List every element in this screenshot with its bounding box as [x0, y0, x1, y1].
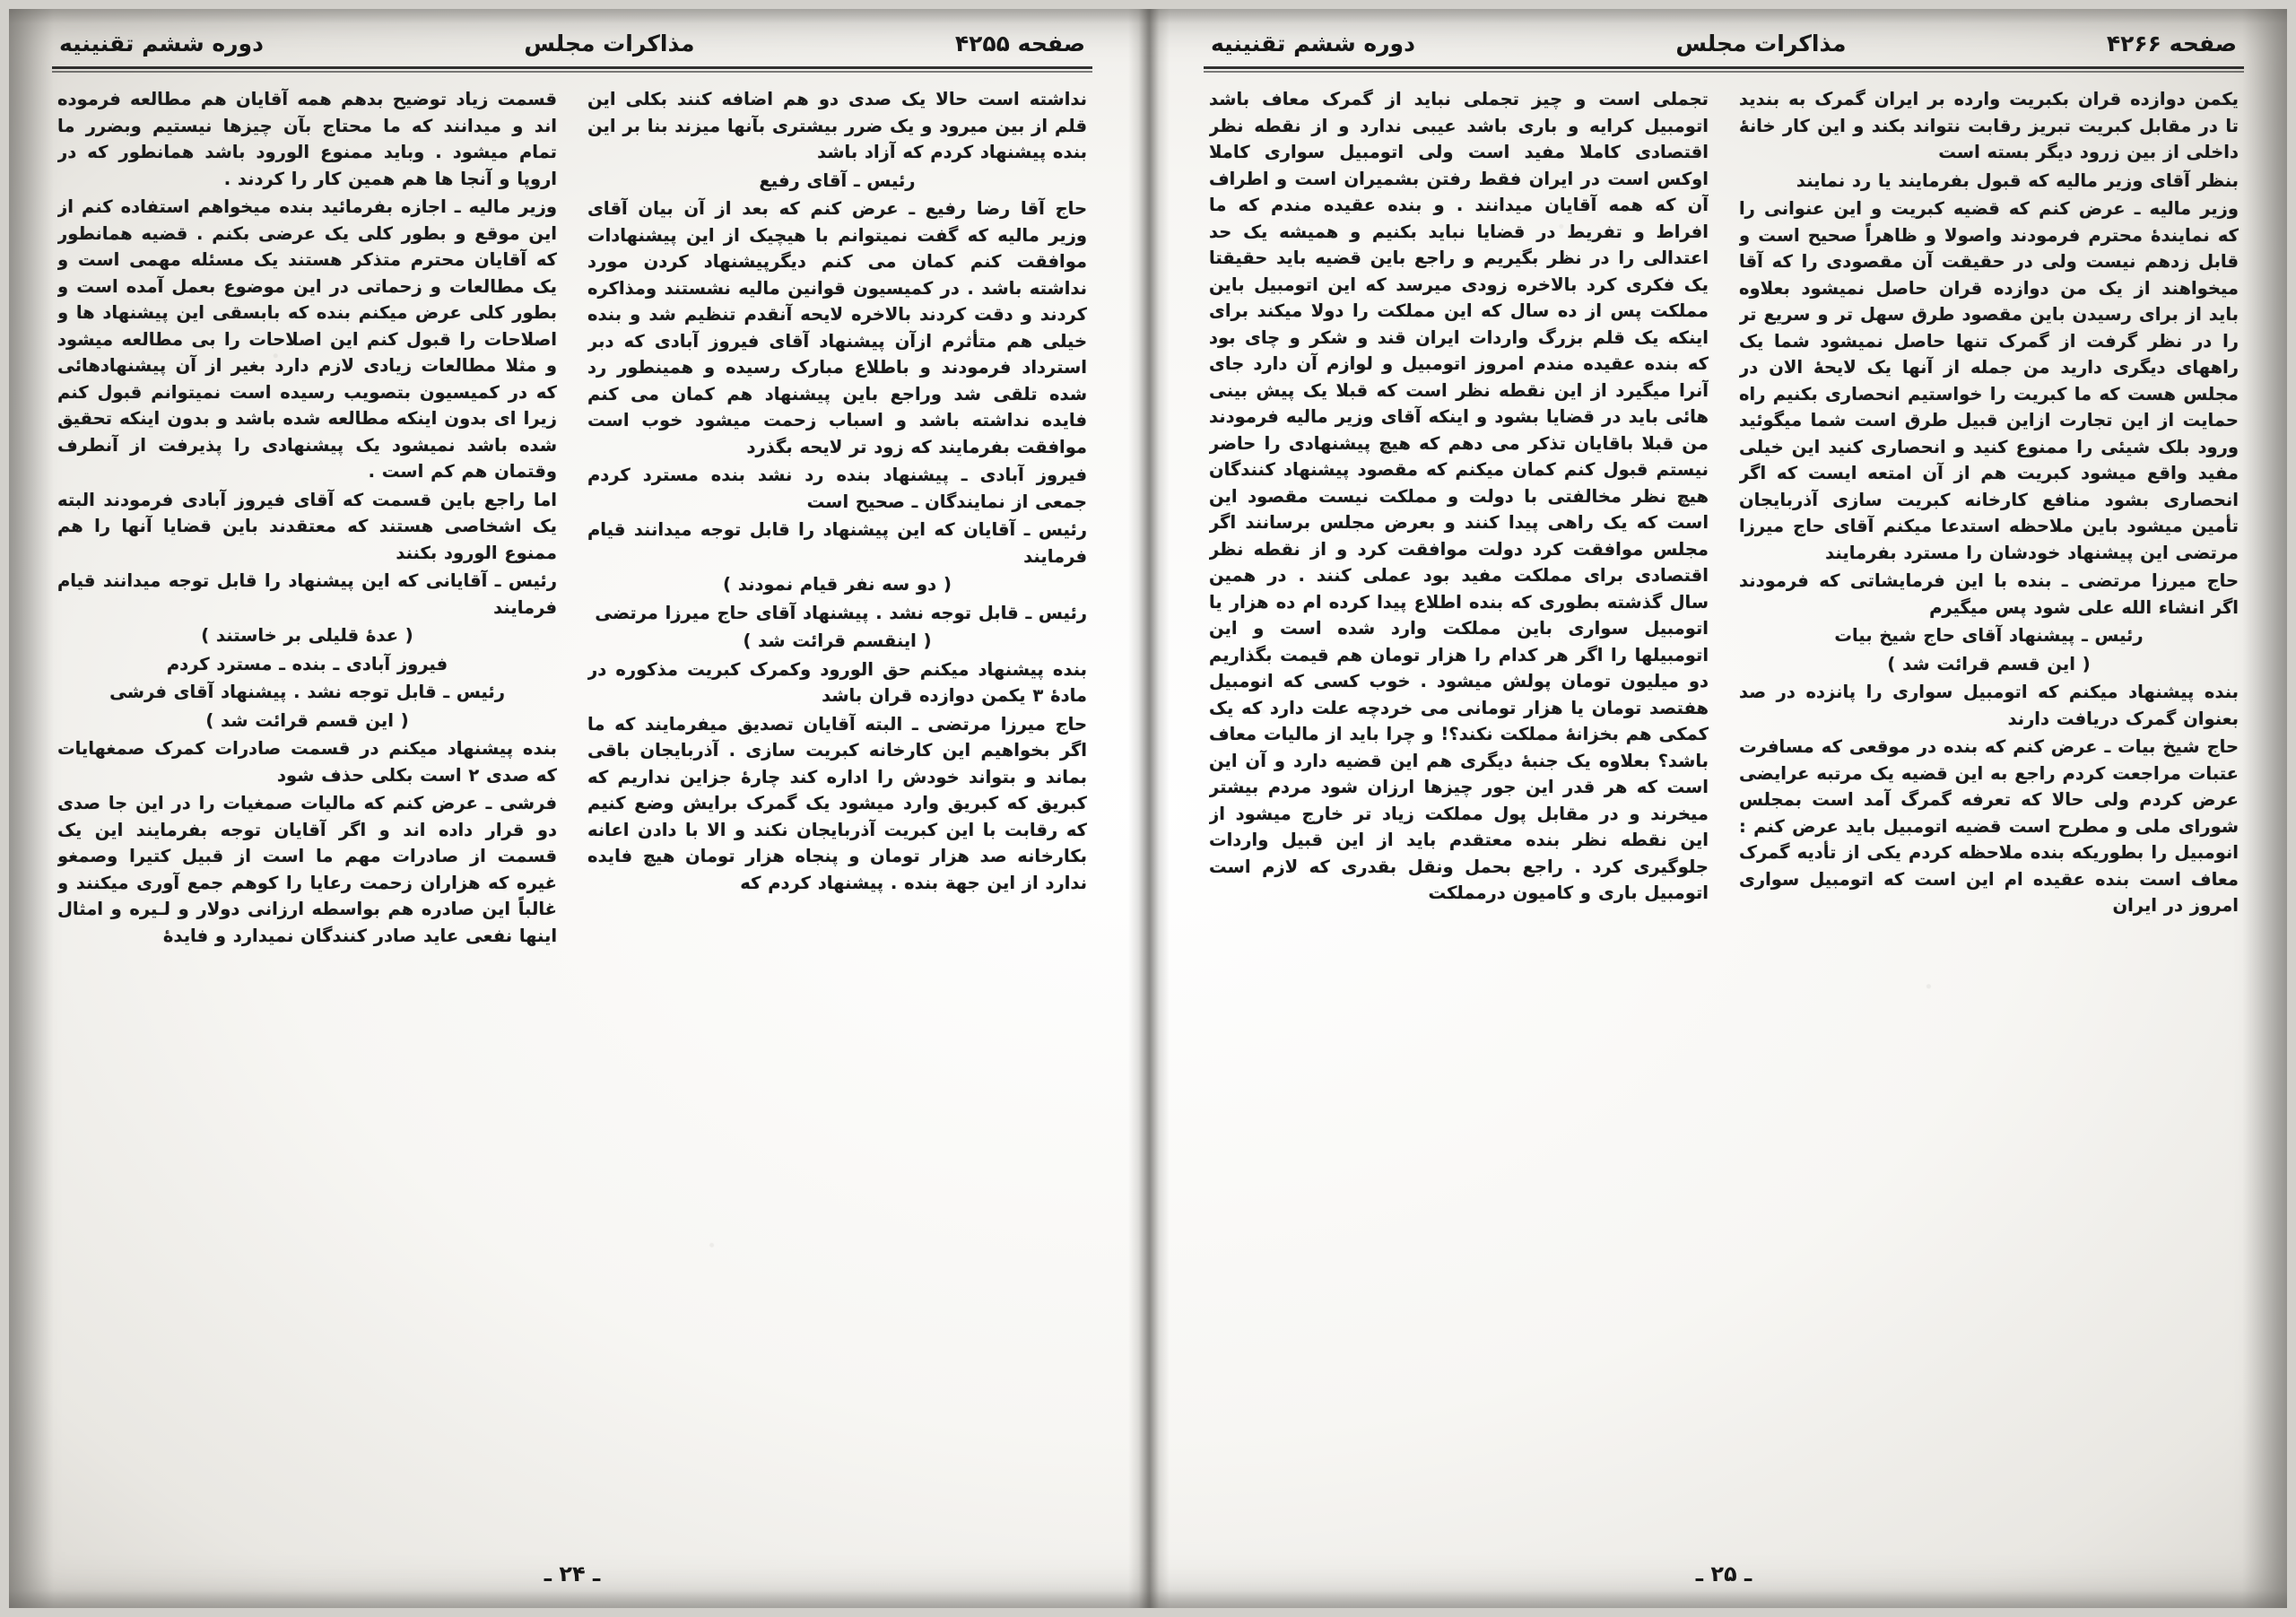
page-4266-session: دوره ششم تقنینیه — [1211, 30, 1415, 57]
paragraph: ( دو سه نفر قیام نمودند ) — [723, 574, 952, 595]
paragraph: بنده پیشنهاد میکنم حق الورود وکمرک کبریت مذکوره در مادهٔ ۳ یکمن دوازده قران باشد — [587, 658, 1087, 706]
page-4255-folio: ـ ۲۴ ـ — [544, 1561, 601, 1587]
paragraph: حاج میرزا مرتضی ـ بنده با این فرمایشاتی که فرمودند اگر انشاء الله علی شود پس میگیرم — [1739, 570, 2239, 618]
page-4255-column-inner — [57, 86, 557, 1540]
page-4255-page-label: صفحه ۴۲۵۵ — [954, 30, 1085, 57]
paragraph: بنده پیشنهاد میکنم که اتومبیل سواری را پانزده در صد بعنوان گمرک دریافت دارند — [1739, 682, 2239, 729]
page-4255-header-rule — [52, 66, 1092, 69]
paragraph: بنده پیشنهاد میکنم در قسمت صادرات کمرک صمغهایات که صدی ۲ است بکلی حذف شود — [57, 738, 557, 786]
page-4255-title: مذاکرات مجلس — [524, 30, 695, 57]
page-4255 — [16, 0, 1128, 1617]
paragraph: حاج آقا رضا رفیع ـ عرض کنم که بعد از آن بیان آقای وزیر مالیه که گفت نمیتوانم با هیچیک از این پیشنهادات موافقت کنم کمان می کنم دیگرپیشنهاد کردن مورد نداشته باشد . در کمیسیون قوانین مالیه نشستند ومذاکره کردند و دقت کردند بالاخره لایحه آنقدم تنظیم شد و بنده خیلی هم متأثرم ازآن پیشنهاد آقای فیروز آبادی که دبر استرداد فرمودند و باطلاع مبارک رسیده و همینطور رد شده تلقی شد وراجع باین پیشنهاد هم کمان می کنم فایده نداشته باشد و اسباب زحمت میشود خوب است موافقت بفرمایند که زود تر لایحه بگذرد — [587, 198, 1087, 457]
paragraph: رئیس ـ آقای رفیع — [759, 170, 916, 191]
page-4266-header-rule — [1204, 66, 2244, 69]
page-4266-column-outer — [1209, 86, 1709, 1540]
page-4266 — [1168, 0, 2280, 1617]
paragraph: نداشته است حالا یک صدی دو هم اضافه کنند بکلی این قلم از بین میرود و یک ضرر بیشتری بآنها میزند بنا بر این بنده پیشنهاد کردم که آزاد باشد — [587, 89, 1087, 162]
paragraph: حاج میرزا مرتضی ـ البته آقایان تصدیق میفرمایند که ما اگر بخواهیم این کارخانه کبریت سازی . آذربایجان باقی بماند و بتواند خودش را اداره کند چارهٔ جزاین نداریم که کبریق که کبریق وارد میشود یک گمرک برایش وضع کنیم که رقابت با این کبریت آذربایجان نکند و الا با دادن اعانه بکارخانه صد هزار تومان و پنجاه هزار تومان هیچ فایده ندارد از این جهة بنده . پیشنهاد کردم که — [587, 713, 1087, 893]
page-4266-column-inner — [1739, 86, 2239, 1540]
page-4255-columns — [57, 86, 1087, 1540]
paragraph: حاج شیخ بیات ـ عرض کنم که بنده در موقعی که مسافرت عتبات مراجعت کردم راجع به این قضیه یک مرتبه عرایضی عرض کردم ولی حالا که تعرفه گمرگ آمد است بمجلس شورای ملی و مطرح است قضیه اتومبیل باید عرض کنم : انومبیل را بطوریکه بنده ملاحظه کردم یکی از تأدیه گمرک معاف است بنده عقیده ام این است که اتومبیل سواری امروز در ایران — [1739, 736, 2239, 916]
paragraph: ( این قسم قرائت شد ) — [1887, 653, 2091, 674]
paragraph: یکمن دوازده قران بکبریت وارده بر ایران گمرک به بندید تا در مقابل کبریت تبریز رقابت نتواند بکند و این کار خانهٔ داخلی از بین زرود دیگر بسته است — [1739, 89, 2239, 162]
paragraph: بنظر آقای وزیر مالیه که قبول بفرمایند یا رد نمایند — [1796, 170, 2239, 191]
page-4266-header-rule-thin — [1204, 71, 2244, 73]
page-4266-page-label: صفحه ۴۲۶۶ — [2106, 30, 2237, 57]
paragraph: ( عدهٔ قلیلی بر خاستند ) — [201, 625, 413, 646]
page-4255-header-rule-thin — [52, 71, 1092, 73]
page-4255-column-outer — [587, 86, 1087, 1540]
paragraph: ( این قسم قرائت شد ) — [205, 709, 409, 731]
paragraph: قسمت زیاد توضیح بدهم همه آقایان هم مطالعه فرموده اند و میدانند که ما محتاج بآن چیزها نیستیم وبضرر ما تمام میشود . وباید ممنوع الورود باشد همانطور که در اروپا و آنجا ها هم همین کار را کردند . — [57, 89, 557, 189]
paragraph: رئیس ـ آقایانی که این پیشنهاد را قابل توجه میدانند قیام فرمایند — [57, 570, 557, 618]
paragraph: تجملی است و چیز تجملی نباید از گمرک معاف باشد اتومبیل کرایه و باری باشد عیبی ندارد و از نقطه نظر اقتصادی کاملا مفید است ولی اتومبیل سواری کاملا اوکس است در ایران فقط رفتن بشمیران است و اطراف آن که همه آقایان میدانند . و بنده عقیده مندم که ما افراط و تفریط در قضایا نباید بکنیم و همیشه یک حد اعتدالی را در نظر بگیریم و راجع باین قضیه باید حقیقتا یک فکری کرد بالاخره زودی میرسد که این اتومبیل باین مملکت پس از ده سال که این مملکت را دولا میکند برای اینکه یک قلم بزرگ واردات ایران قند و شکر و چای بود که بنده عقیده مندم امروز اتومبیل و لوازم آن دارد جای آنرا میگیرد از این نقطه نظر است که قبلا یک پیش بینی هائی باید در قضایا بشود و اینکه آقای وزیر مالیه فرمودند من قبلا باقایان تذکر می دهم که هیچ پیشنهادی را حاضر نیستم قبول کنم کمان میکنم که مقصود پیشنهاد کنندگان هیچ نظر مخالفتی با دولت و مملکت نیست مقصود این است که یک راهی پیدا کنند و بعرض مجلس برسانند اگر مجلس موافقت کرد دولت موافقت کرد و از نقطه نظر اقتصادی برای مملکت مفید بود عملی کنند . در همین سال گذشته بطوری که بنده اطلاع پیدا کرده ام ده هزار یا اتومبیل سواری باین مملکت وارد شده است و این اتومبیلها را اگر هر کدام را هزار تومان هم قیمت بگذاریم دو میلیون تومان پولش میشود . خوب کسی که انومبیل هفتصد تومان یا هزار تومانی می خردچه علت دارد که یک کمکی هم بخزانهٔ مملکت نکند؟! و چرا باید از مالیات معاف باشد؟ بعلاوه یک جنبهٔ دیگری هم این قضیه دارد و آن این است که هر قدر این جور چیزها ارزان شود مردم بیشتر میخرند و در مقابل پول مملکت زیاد تر خارج میشود از این نقطه نظر بنده معتقدم باید از این قبیل واردات جلوگیری کرد . راجع بحمل ونقل بقدری که لازم است اتومبیل باری و کامیون درمملکت — [1209, 89, 1709, 903]
paragraph: فیروز آبادی ـ پیشنهاد بنده رد نشد بنده مسترد کردم جمعی از نمایندگان ـ صحیح است — [587, 465, 1087, 512]
paragraph: فیروز آبادی ـ بنده ـ مسترد کردم — [166, 653, 448, 674]
paragraph: اما راجع باین قسمت که آقای فیروز آبادی فرمودند البته یک اشخاصی هستند که معتقدند باین قضایا آنها را هم ممنوع الورود بکنند — [57, 489, 557, 563]
paragraph: ( اینقسم قرائت شد ) — [743, 630, 932, 651]
page-4266-columns — [1209, 86, 2239, 1540]
page-4266-header — [1211, 23, 2237, 63]
paragraph: رئیس ـ آقایان که این پیشنهاد را قابل توجه میدانند قیام فرمایند — [587, 519, 1087, 567]
paragraph: وزیر مالیه ـ عرض کنم که قضیه کبریت و این عنوانی را که نمایندهٔ محترم فرمودند واصولا و ظاهراً صحیح است و قابل زدهم نیست ولی در حقیقت آن مقصودی را که آقا میخواهند از یک من دوازده قران حاصل نمیشود بعلاوه باید از برای رسیدن باین مقصود طرق سهل تر و سریع تر را در نظر گرفت از گمرک تنها حاصل نمیشود شما یک راههای دیگری دارید من جمله از آنها یک لایحهٔ الان در مجلس هست که ما کبریت را خواستیم انحصاری بکنیم راه حمایت از این تجارت ازاین قبیل طرق است شما میگوئید ورود بلک شیئی را ممنوع کنید و انحصاری کنید این خیلی مفید واقع میشود کبریت هم از آن امتعه ایست که اگر انحصاری بشود منافع کارخانه کبریت سازی آذربایجان تأمین میشود باین ملاحظه استدعا میکنم آقای حاج میرزا مرتضی این پیشنهاد خودشان را مسترد بفرمایند — [1739, 198, 2239, 563]
paragraph: فرشی ـ عرض کنم که مالیات صمغیات را در این جا صدی دو قرار داده اند و اگر آقایان توجه بفرمایند این یک قسمت از صادرات مهم ما است از قبیل کتیرا وصمغو غیره که هزاران زحمت رعایا را کوهم جمع آوری میکنند و غالباً این صادره هم بواسطه ارزانی دولار و لـیره و امثال اینها نفعی عاید صادر کنندگان نمیدارد و فایدهٔ — [57, 793, 557, 946]
page-4266-title: مذاکرات مجلس — [1675, 30, 1847, 57]
paragraph: رئیس ـ قابل توجه نشد . پیشنهاد آقای حاج میرزا مرتضی — [595, 602, 1087, 623]
page-4255-session: دوره ششم تقنینیه — [59, 30, 264, 57]
page-4266-folio: ـ ۲۵ ـ — [1695, 1561, 1752, 1587]
paragraph: رئیس ـ پیشنهاد آقای حاج شیخ بیات — [1834, 625, 2144, 646]
book-gutter — [1128, 0, 1170, 1617]
page-4255-header — [59, 23, 1085, 63]
paragraph: رئیس ـ قابل توجه نشد . پیشنهاد آقای فرشی — [109, 682, 505, 702]
paragraph: وزیر مالیه ـ اجازه بفرمائید بنده میخواهم استفاده کنم از این موقع و بطور کلی یک عرضی بکنم . قضیه همانطور که آقایان محترم متذکر هستند یک مسئله مهمی است و یک مطالعات و زحماتی در این موضوع بعمل آمده است و بطور کلی عرض میکنم بنده که بابسقی این پیشنهاد ها و اصلاحات را قبول کنم این اصلاحات را بی مطالعه میشود و مثلا مطالعات زیادی لازم دارد بغیر از آن پیشنهادهائی که در کمیسیون بتصویب رسیده است نمیتوانم قبول کنم زیرا ای بدون اینکه مطالعه شده باشد و بدون اینکه تحقیق شده باشد نمیشود یک پیشنهادی را پذیرفت از آنطرف وقتمان هم کم است . — [57, 196, 557, 482]
